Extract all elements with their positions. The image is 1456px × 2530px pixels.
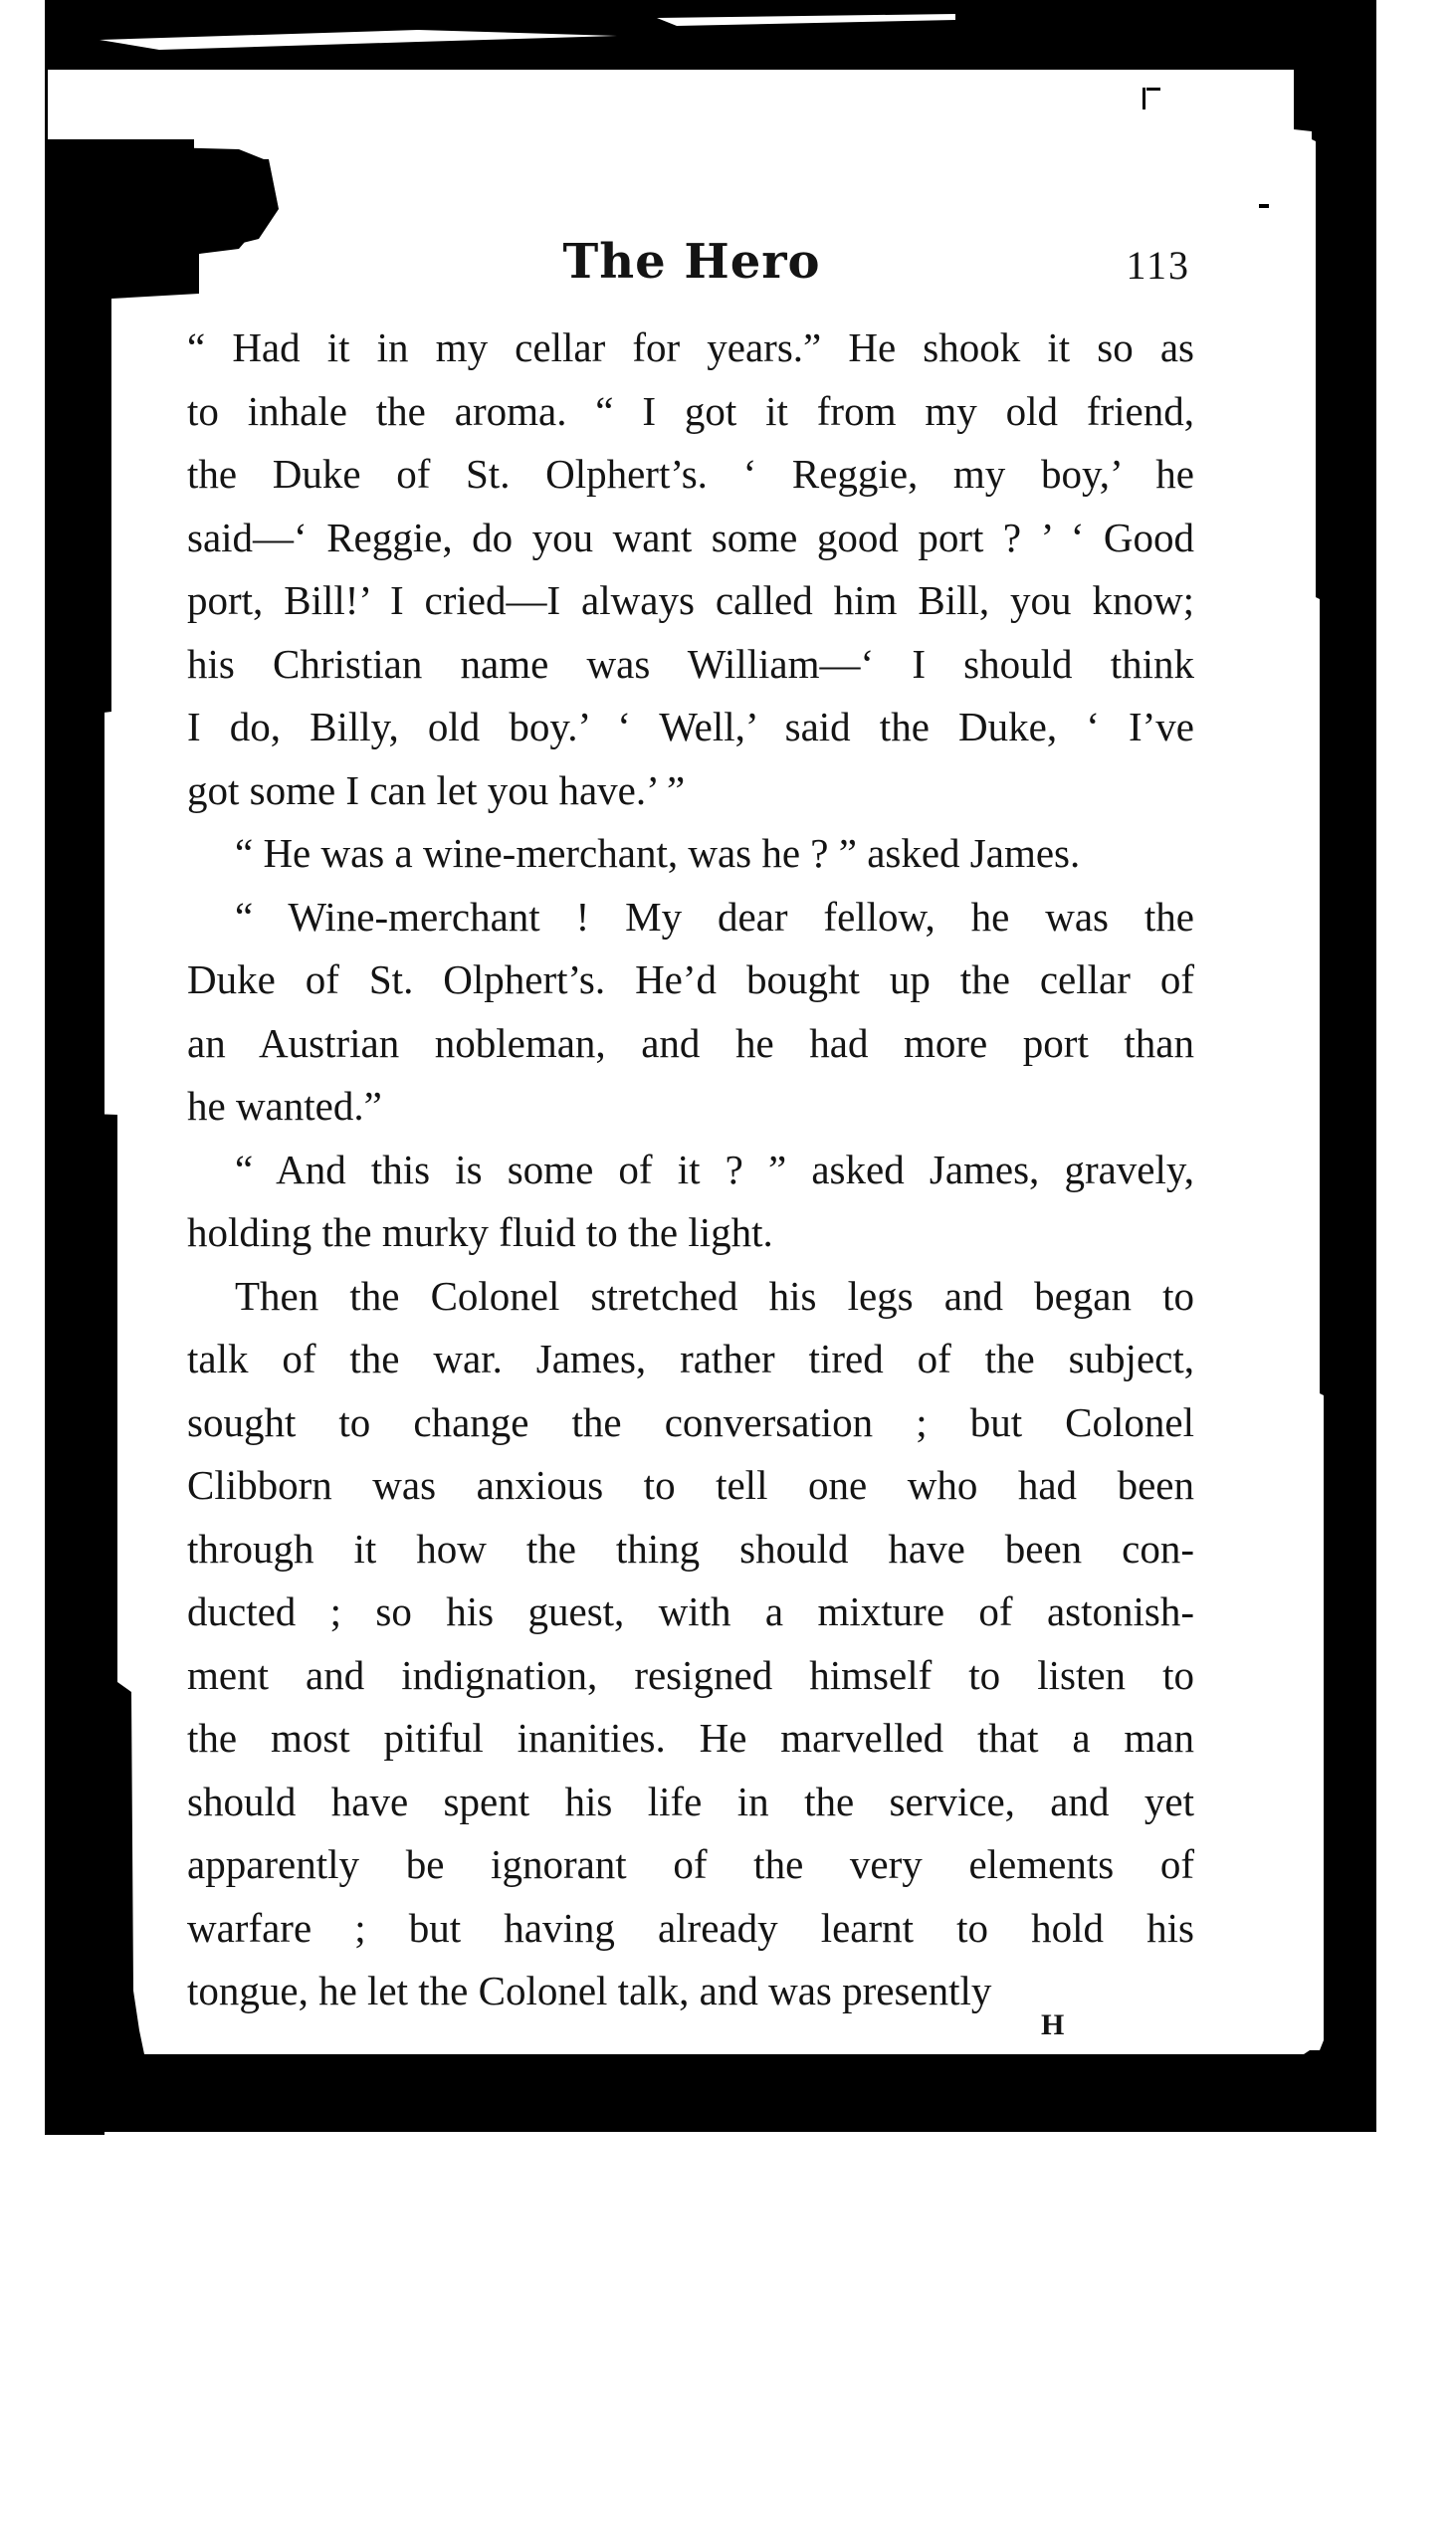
text-line: talk of the war. James, rather tired of the subject, (187, 1336, 1194, 1381)
text-line: ment and indignation, resigned himself to listen to (187, 1651, 1194, 1698)
text-line: through it how the thing should have been con- (187, 1525, 1194, 1572)
running-title: The Hero (562, 234, 821, 290)
signature-mark: H (1041, 2008, 1066, 2041)
text-line: Clibborn was anxious to tell one who had been (187, 1462, 1194, 1508)
text-line: “ And this is some of it ? ” asked James, gravely, (235, 1146, 1194, 1192)
text-line: should have spent his life in the service, and yet (187, 1778, 1194, 1824)
paragraph (187, 1265, 1194, 2023)
text-line: got some I can let you have.’ ” (187, 766, 686, 813)
page-number: 113 (1126, 243, 1190, 288)
text-line: Then the Colonel stretched his legs and began to (235, 1272, 1194, 1319)
paragraph (187, 1139, 1194, 1265)
text-line: apparently be ignorant of the very elements of (187, 1841, 1194, 1887)
page-header (189, 227, 1194, 297)
text-line: said—‘ Reggie, do you want some good port ? ’ ‘ Good (187, 514, 1194, 560)
text-line: warfare ; but having already learnt to hold his (187, 1904, 1194, 1951)
text-line: “ Wine-merchant ! My dear fellow, he was the (235, 893, 1194, 940)
paragraph (187, 316, 1194, 822)
text-line: sought to change the conversation ; but Colonel (187, 1398, 1194, 1445)
text-line: “ He was a wine-merchant, was he ? ” asked James. (235, 830, 1081, 876)
text-line: the Duke of St. Olphert’s. ‘ Reggie, my boy,’ he (187, 451, 1194, 497)
text-line: the most pitiful inanities. He marvelled that a man (187, 1715, 1194, 1761)
text-line: port, Bill!’ I cried—I always called him Bill, you know; (187, 577, 1194, 623)
text-line: ducted ; so his guest, with a mixture of astonish- (187, 1588, 1194, 1634)
text-line: holding the murky fluid to the light. (187, 1209, 773, 1255)
body-text (187, 316, 1194, 2023)
text-line: he wanted.” (187, 1083, 382, 1129)
text-line: an Austrian nobleman, and he had more port than (187, 1019, 1194, 1066)
text-line: to inhale the aroma. “ I got it from my old friend, (187, 387, 1194, 434)
text-line: tongue, he let the Colonel talk, and was presently (187, 1968, 992, 2013)
paragraph (187, 822, 1194, 886)
text-line: I do, Billy, old boy.’ ‘ Well,’ said the Duke, ‘ I’ve (187, 704, 1194, 749)
text-line: his Christian name was William—‘ I should think (187, 640, 1194, 687)
text-line: “ Had it in my cellar for years.” He shook it so as (187, 324, 1194, 370)
paragraph (187, 886, 1194, 1139)
text-line: Duke of St. Olphert’s. He’d bought up the cellar of (187, 956, 1194, 1002)
